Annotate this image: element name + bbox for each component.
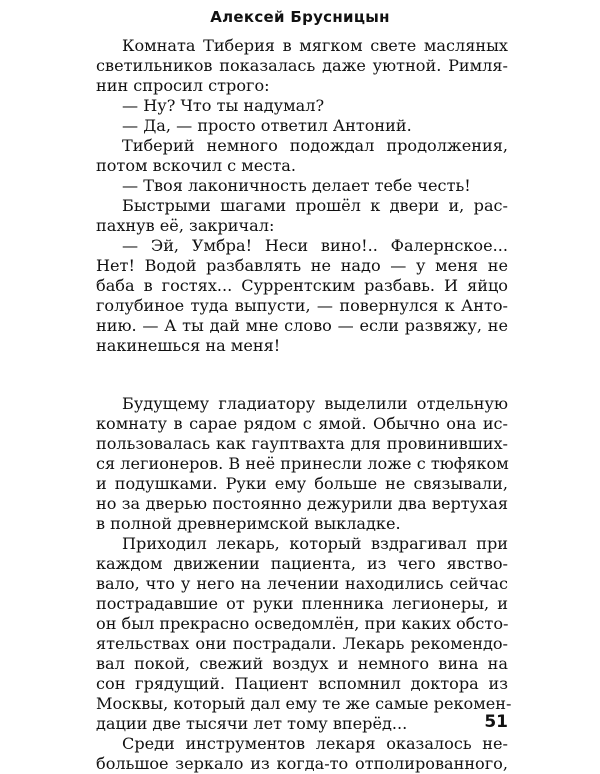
text-line: Тиберий немного подождал продолжения, — [122, 136, 508, 155]
text-line: Комната Тиберия в мягком свете масляных — [122, 36, 508, 55]
text-line: нин спросил строго: — [96, 76, 270, 95]
text-line: пользовалась как гауптвахта для провинивших- — [96, 434, 508, 453]
text-line: потом вскочил с места. — [96, 156, 296, 175]
text-line: — Ну? Что ты надумал? — [122, 96, 325, 115]
text-line: Приходил лекарь, который вздрагивал при — [122, 534, 508, 553]
text-line: — Эй, Умбра! Неси вино!.. Фалернское... — [122, 236, 508, 255]
text-line: — Да, — просто ответил Антоний. — [122, 116, 412, 135]
page-number: 51 — [484, 712, 508, 732]
text-line: вало, что у него на лечении находились сейчас — [96, 574, 508, 593]
text-line: светильников показалась даже уютной. Римля- — [96, 56, 508, 75]
text-line: — Твоя лаконичность делает тебе честь! — [122, 176, 471, 195]
text-line: баба в гостях... Суррентским разбавь. И яйцо — [96, 276, 508, 295]
text-line: накинешься на меня! — [96, 336, 281, 355]
running-header-author: Алексей Брусницын — [210, 8, 390, 26]
text-line: большое зеркало из когда-то отполированного, — [96, 754, 508, 773]
text-line: Среди инструментов лекаря оказалось не- — [122, 734, 508, 753]
page-body — [96, 36, 512, 774]
text-line: Быстрыми шагами прошёл к двери и, рас- — [122, 196, 508, 215]
text-line: сон грядущий. Пациент вспомнил доктора из — [96, 674, 508, 693]
text-line: пахнув её, закричал: — [96, 216, 275, 235]
text-line: и подушками. Руки ему больше не связывали, — [96, 474, 508, 493]
text-line: в полной древнеримской выкладке. — [96, 514, 401, 533]
text-line: вал покой, свежий воздух и немного вина на — [96, 654, 508, 673]
text-line: он был прекрасно осведомлён, при каких обсто- — [96, 614, 509, 633]
text-line: голубиное туда выпусти, — повернулся к Анто- — [96, 296, 508, 315]
text-line: ятельствах они пострадали. Лекарь рекомендо- — [96, 634, 508, 653]
text-line: каждом движении пациента, из чего явство- — [96, 554, 508, 573]
text-line: но за дверью постоянно дежурили два вертухая — [96, 494, 508, 513]
text-line: Нет! Водой разбавлять не надо — у меня не — [96, 256, 508, 275]
text-line: пострадавшие от руки пленника легионеры, и — [96, 594, 508, 613]
text-line: Москвы, который дал ему те же самые рекомен- — [96, 694, 512, 713]
text-line: Будущему гладиатору выделили отдельную — [122, 394, 508, 413]
text-line: нию. — А ты дай мне слово — если развяжу, не — [96, 316, 508, 335]
text-line: дации две тысячи лет тому вперёд... — [96, 714, 408, 733]
text-line: комнату в сарае рядом с ямой. Обычно она ис- — [96, 414, 508, 433]
text-line: ся легионеров. В неё принесли ложе с тюфяком — [96, 454, 509, 473]
section-break — [96, 356, 508, 394]
